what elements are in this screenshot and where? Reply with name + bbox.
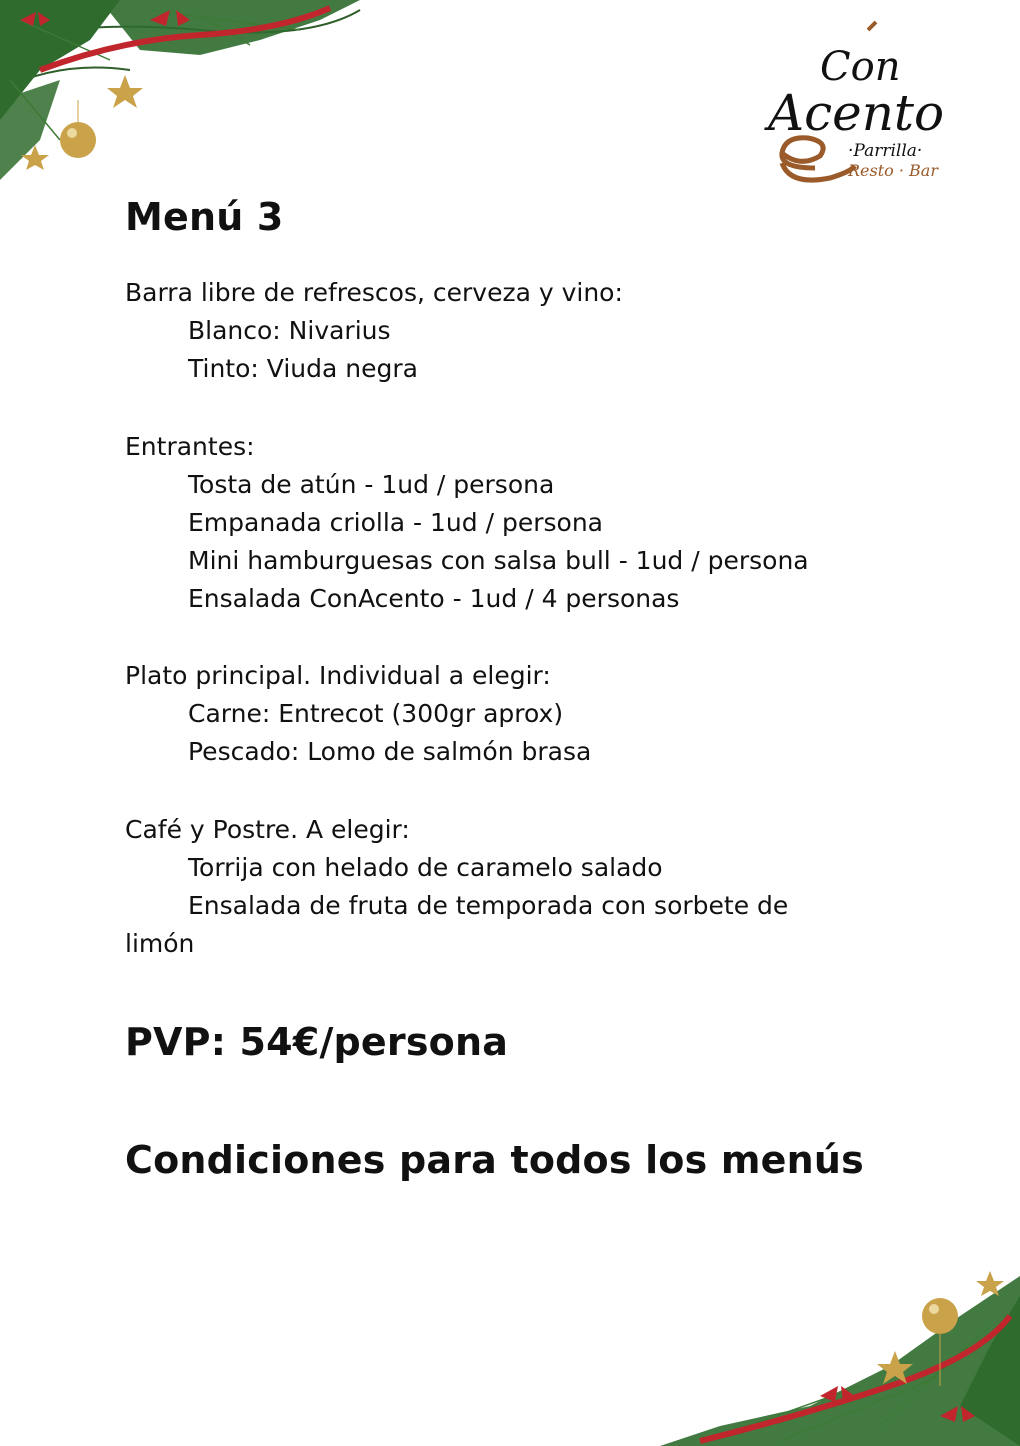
starter-item: Tosta de atún - 1ud / persona <box>188 470 555 499</box>
starters-section <box>125 428 809 618</box>
dessert-item: Ensalada de fruta de temporada con sorbete de limón <box>125 891 789 958</box>
logo-text-restobar: Resto · Bar <box>848 161 938 180</box>
main-course-item: Pescado: Lomo de salmón brasa <box>188 737 592 766</box>
logo-text-parrilla: ·Parrilla· <box>848 141 923 161</box>
logo-text-acento: Acento <box>768 84 945 142</box>
main-course-heading: Plato principal. Individual a elegir: <box>125 661 551 690</box>
dessert-section <box>125 811 830 963</box>
logo <box>760 18 950 193</box>
logo-text-con: Con <box>820 44 901 90</box>
menu-title: Menú 3 <box>125 195 284 239</box>
main-course-item: Carne: Entrecot (300gr aprox) <box>188 699 564 728</box>
drink-item: Tinto: Viuda negra <box>188 354 418 383</box>
dessert-item: Torrija con helado de caramelo salado <box>188 853 663 882</box>
drinks-section <box>125 274 623 388</box>
main-course-section <box>125 657 591 771</box>
dessert-heading: Café y Postre. A elegir: <box>125 815 410 844</box>
starter-item: Empanada criolla - 1ud / persona <box>188 508 603 537</box>
drink-item: Blanco: Nivarius <box>188 316 391 345</box>
conditions-heading: Condiciones para todos los menús <box>125 1138 864 1182</box>
starter-item: Ensalada ConAcento - 1ud / 4 personas <box>188 584 680 613</box>
christmas-garland-icon <box>0 0 370 190</box>
starter-item: Mini hamburguesas con salsa bull - 1ud / persona <box>188 546 809 575</box>
christmas-garland-icon <box>660 1256 1020 1446</box>
price: PVP: 54€/persona <box>125 1020 509 1064</box>
drinks-heading: Barra libre de refrescos, cerveza y vino: <box>125 278 623 307</box>
starters-heading: Entrantes: <box>125 432 255 461</box>
